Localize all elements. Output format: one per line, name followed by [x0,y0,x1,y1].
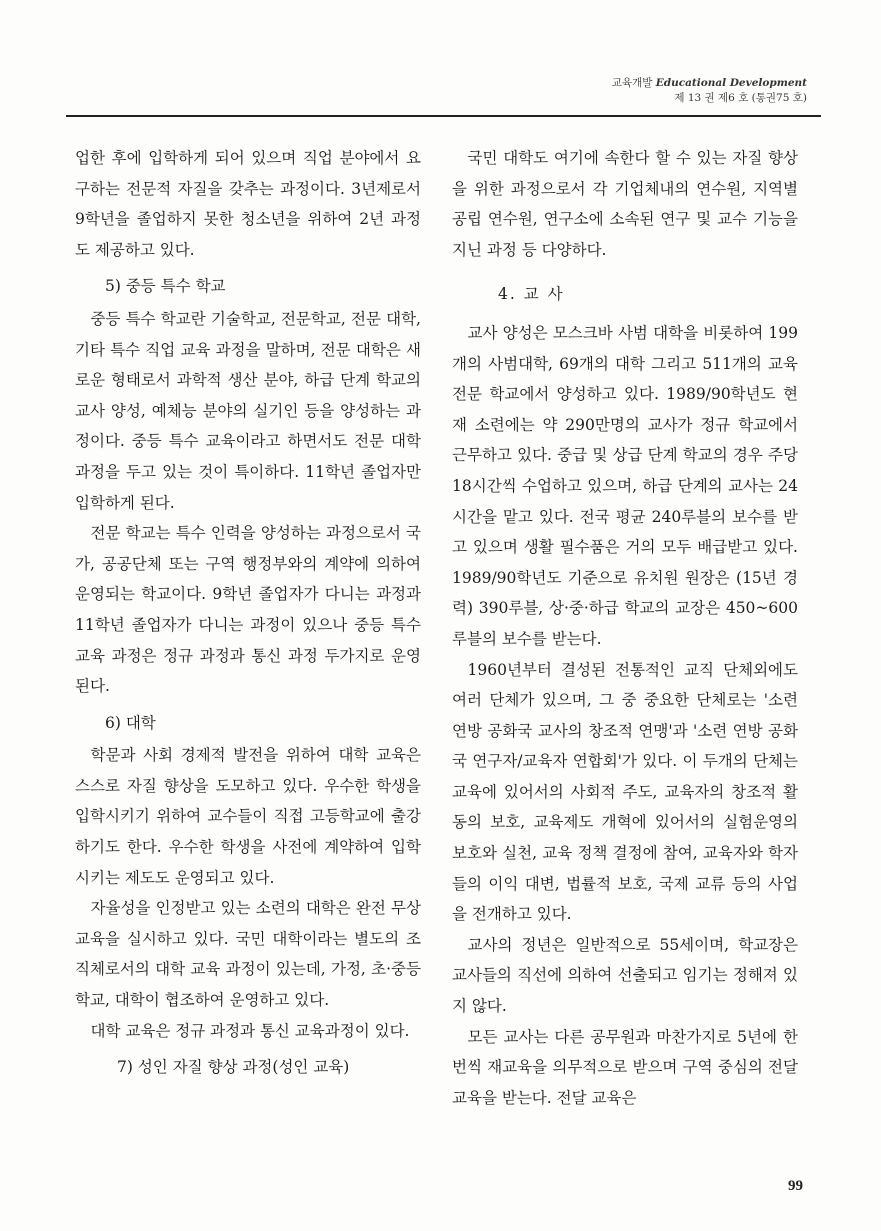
subsection-heading-7: 7) 성인 자질 향상 과정(성인 교육) [117,1058,350,1077]
running-head [612,76,807,106]
paragraph: 교사의 정년은 일반적으로 55세이며, 학교장은 교사들의 직선에 의하여 선출되고 임기는 정해져 있지 않다. [452,935,798,1016]
paragraph: 자율성을 인정받고 있는 소련의 대학은 완전 무상 교육을 실시하고 있다. 국민 대학이라는 별도의 조직체로서의 대학 교육 과정이 있는데, 가정, 초·중등학교, 대학이 협조하여 운영하고 있다. [75,899,421,1010]
subsection-heading-6: 6) 대학 [105,713,156,732]
paragraph: 학문과 사회 경제적 발전을 위하여 대학 교육은 스스로 자질 향상을 도모하고 있다. 우수한 학생을 입학시키기 위하여 교수들이 직접 고등학교에 출강하기도 한다. 우수한 학생을 사전에 계약하여 입학시키는 제도도 운영되고 있다. [75,746,421,887]
issue-info: 제 13 권 제6 호 (통권75 호) [674,92,807,104]
paragraph: 업한 후에 입학하게 되어 있으며 직업 분야에서 요구하는 전문적 자질을 갖추는 과정이다. 3년제로서 9학년을 졸업하지 못한 청소년을 위하여 2년 과정도 제공하고 있다. [75,149,421,259]
paragraph: 교사 양성은 모스크바 사범 대학을 비롯하여 199개의 사범대학, 69개의 대학 그리고 511개의 교육 전문 학교에서 양성하고 있다. 1989/90학년도 현재 소련에는 약 290만명의 교사가 정규 학교에서 근무하고 있다. 중급 및 상급 단계 학교의 경우 주당 18시간씩 수업하고 있으며, 하급 단계의 교사는 24시간을 맡고 있다. 전국 평균 240루블의 보수를 받고 있으며 생활 필수품은 거의 모두 배급받고 있다. 1989/90학년도 기준으로 유치원 원장은 (15년 경력) 390루블, 상·중·하급 학교의 교장은 450~600루블의 보수를 받는다. [452,323,798,648]
journal-title-ko: 교육개발 [611,77,653,89]
paragraph: 대학 교육은 정규 과정과 통신 교육과정이 있다. [90,1021,410,1040]
paragraph: 1960년부터 결성된 전통적인 교직 단체외에도 여러 단체가 있으며, 그 중 중요한 단체로는 '소련 연방 공화국 교사의 창조적 연맹'과 '소련 연방 공화국 연구자/교육자 연합회'가 있다. 이 두개의 단체는 교육에 있어서의 사회적 주도, 교육자의 창조적 활동의 보호, 교육제도 개혁에 있어서의 실험운영의 보호와 실천, 교육 정책 결정에 참여, 교육자와 학자들의 이익 대변, 법률적 보호, 국제 교류 등의 사업을 전개하고 있다. [452,660,798,924]
paragraph: 모든 교사는 다른 공무원과 마찬가지로 5년에 한번씩 재교육을 의무적으로 받으며 구역 중심의 전달 교육을 받는다. 전달 교육은 [452,1027,798,1107]
journal-title [612,76,807,91]
header-rule [66,115,821,117]
journal-title-en: Educational Development [655,77,807,89]
paragraph: 중등 특수 학교란 기술학교, 전문학교, 전문 대학, 기타 특수 직업 교육 과정을 말하며, 전문 대학은 새로운 형태로서 과학적 생산 분야, 하급 단계 학교의 교사 양성, 예체능 분야의 실기인 등을 양성하는 과정이다. 중등 특수 교육이라고 하면서도 전문 대학 과정을 두고 있는 것이 특이하다. 11학년 졸업자만 입학하게 된다. [75,309,421,512]
paragraph: 전문 학교는 특수 인력을 양성하는 과정으로서 국가, 공공단체 또는 구역 행정부와의 계약에 의하여 운영되는 학교이다. 9학년 졸업자가 다니는 과정과 11학년 졸업자가 다니는 과정이 있으나 중등 특수 교육 과정은 정규 과정과 통신 과정 두가지로 운영된다. [75,524,421,696]
subsection-heading-5: 5) 중등 특수 학교 [105,277,226,296]
paragraph: 국민 대학도 여기에 속한다 할 수 있는 자질 향상을 위한 과정으로서 각 기업체내의 연수원, 지역별 공립 연수원, 연구소에 소속된 연구 및 교수 기능을 지닌 과정 등 다양하다. [452,149,798,259]
left-column [75,143,421,1085]
page-number: 99 [788,1178,803,1194]
right-column [452,143,798,1113]
section-heading-teachers: 4. 교 사 [498,285,565,304]
